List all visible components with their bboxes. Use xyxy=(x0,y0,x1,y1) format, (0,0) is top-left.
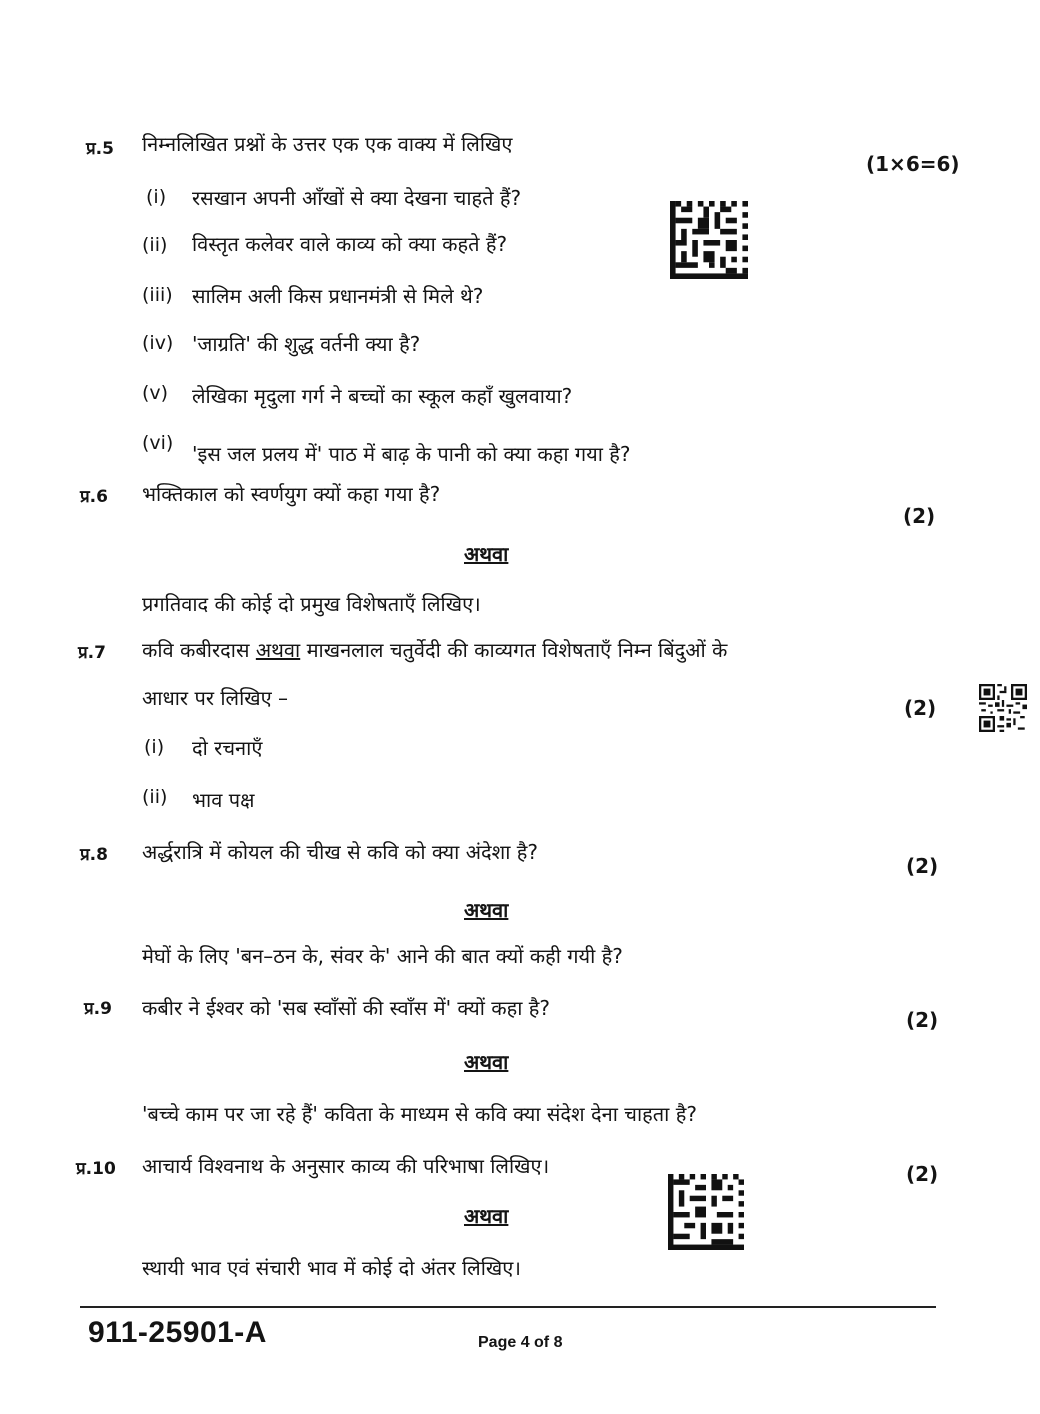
question-number-7: प्र.7 xyxy=(78,643,106,663)
footer-divider xyxy=(80,1306,936,1308)
question-10-or: अथवा xyxy=(464,1204,509,1228)
q5-sub-2-text: विस्तृत कलेवर वाले काव्य को क्या कहते हैं? xyxy=(192,232,508,256)
question-7-line-2: आधार पर लिखिए – xyxy=(142,686,289,710)
q5-sub-4-text: 'जाग्रति' की शुद्ध वर्तनी क्या है? xyxy=(192,332,421,356)
datamatrix-code-bottom xyxy=(668,1172,744,1252)
question-8-or: अथवा xyxy=(464,898,509,922)
q7-sub-2-text: भाव पक्ष xyxy=(192,788,255,812)
question-number-10: प्र.10 xyxy=(76,1159,116,1179)
q5-sub-2-num: (ii) xyxy=(142,234,168,256)
q5-sub-5-num: (v) xyxy=(142,382,169,404)
q7-sub-1-num: (i) xyxy=(144,736,165,758)
question-9-marks: (2) xyxy=(906,1008,939,1032)
question-9-alternative: 'बच्चे काम पर जा रहे हैं' कविता के माध्यम से कवि क्या संदेश देना चाहता है? xyxy=(142,1102,697,1126)
question-number-6: प्र.6 xyxy=(80,487,108,507)
question-6-alternative: प्रगतिवाद की कोई दो प्रमुख विशेषताएँ लिखिए। xyxy=(142,592,481,616)
question-8-alternative: मेघों के लिए 'बन–ठन के, संवर के' आने की बात क्यों कही गयी है? xyxy=(142,944,623,968)
q7-sub-2-num: (ii) xyxy=(142,786,168,808)
paper-code: 911-25901-A xyxy=(88,1316,267,1349)
datamatrix-code-top xyxy=(670,200,748,280)
q5-sub-1-num: (i) xyxy=(146,186,167,208)
question-9-text: कबीर ने ईश्वर को 'सब स्वाँसों की स्वाँस में' क्यों कहा है? xyxy=(142,996,551,1020)
q5-sub-3-num: (iii) xyxy=(142,284,173,306)
q7-sub-1-text: दो रचनाएँ xyxy=(192,736,263,760)
question-8-text: अर्द्धरात्रि में कोयल की चीख से कवि को क्या अंदेशा है? xyxy=(142,840,538,864)
question-7-option-a: कवि कबीरदास xyxy=(142,638,250,662)
question-6-marks: (2) xyxy=(903,504,936,528)
question-7-marks: (2) xyxy=(904,696,937,720)
qr-code-margin xyxy=(978,684,1028,732)
question-5-text: निम्नलिखित प्रश्नों के उत्तर एक एक वाक्य में लिखिए xyxy=(142,132,513,156)
question-10-text: आचार्य विश्वनाथ के अनुसार काव्य की परिभाषा लिखिए। xyxy=(142,1154,550,1178)
question-10-marks: (2) xyxy=(906,1162,939,1186)
q5-sub-6-num: (vi) xyxy=(142,432,174,454)
question-7-option-b: माखनलाल चतुर्वेदी की काव्यगत विशेषताएँ निम्न बिंदुओं के xyxy=(306,638,728,662)
question-number-9: प्र.9 xyxy=(84,999,112,1019)
question-number-8: प्र.8 xyxy=(80,845,108,865)
question-10-alternative: स्थायी भाव एवं संचारी भाव में कोई दो अंतर लिखिए। xyxy=(142,1256,521,1280)
question-9-or: अथवा xyxy=(464,1050,509,1074)
question-6-text: भक्तिकाल को स्वर्णयुग क्यों कहा गया है? xyxy=(142,482,441,506)
question-number-5: प्र.5 xyxy=(86,139,114,159)
q5-sub-4-num: (iv) xyxy=(142,332,174,354)
question-7-line-1 xyxy=(142,636,727,663)
page-number: Page 4 of 8 xyxy=(478,1334,563,1351)
q5-sub-1-text: रसखान अपनी आँखों से क्या देखना चाहते हैं? xyxy=(192,186,522,210)
question-7-or-inline: अथवा xyxy=(255,638,301,662)
q5-sub-3-text: सालिम अली किस प्रधानमंत्री से मिले थे? xyxy=(192,284,484,308)
q5-sub-6-text: 'इस जल प्रलय में' पाठ में बाढ़ के पानी को क्या कहा गया है? xyxy=(192,442,631,466)
question-5-marks: (1×6=6) xyxy=(866,152,960,176)
question-6-or: अथवा xyxy=(464,542,509,566)
question-8-marks: (2) xyxy=(906,854,939,878)
q5-sub-5-text: लेखिका मृदुला गर्ग ने बच्चों का स्कूल कहाँ खुलवाया? xyxy=(192,384,573,408)
